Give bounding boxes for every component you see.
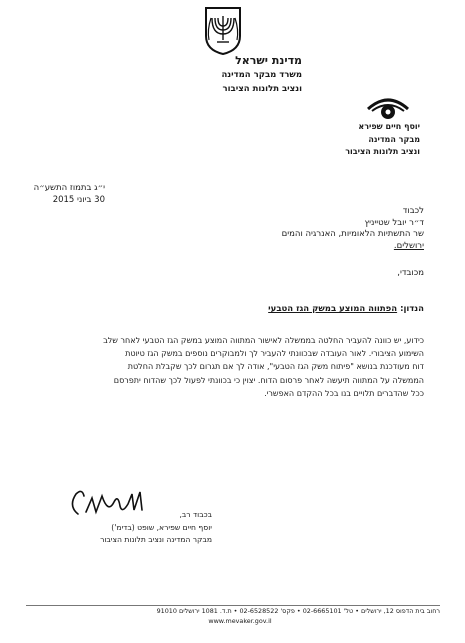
body-line: כידוע, יש כוונה להעביר החלטה בממשלה לאישור המתווה המוצע במשק הגז הטבעי לאחר שלב — [103, 336, 424, 345]
footer-website: www.mevaker.gov.il — [208, 617, 272, 625]
subject-text: הפתווה המוצע במשק הגז הטבעי — [268, 304, 398, 314]
office-line-2: ונציב תלונות הציבור — [222, 84, 302, 94]
sender-block — [300, 121, 420, 159]
recipient-prefix: לכבוד — [402, 206, 424, 216]
footer-divider — [26, 605, 440, 606]
greeting: מכובדי, — [397, 268, 424, 278]
state-name: מדינת ישראל — [235, 54, 302, 67]
signer-title: מבקר המדינה ונציב תלונות הציבור — [100, 535, 212, 544]
gregorian-date: 30 ביוני 2015 — [52, 195, 105, 205]
comptroller-eye-logo-icon — [366, 94, 410, 124]
sender-title-1: מבקר המדינה — [368, 134, 420, 144]
signature-closing: בכבוד רב, — [179, 510, 212, 519]
letterhead — [160, 54, 302, 96]
letter-body — [30, 334, 424, 400]
sender-title-2: ונציב תלונות הציבור — [345, 147, 420, 156]
state-emblem-icon — [202, 6, 244, 56]
recipient-block — [180, 206, 424, 252]
sender-name: יוסף חיים שפירא — [358, 122, 420, 131]
body-line: הממשלה על המתווה תיעשה לאחר פרסום הדוח. יצוין כי בכוונתי לפעול לכך שהדוח יתפרסם — [113, 375, 424, 385]
footer-address: רחוב בית הדפוס 12, ירושלים • טל' 02-6665101 • פקס' 02-6528522 • ת.ד. 1081 ירושלים 91010 — [156, 607, 440, 615]
signature-block — [50, 509, 212, 547]
subject-line — [120, 304, 424, 314]
recipient-name: ד״ר יובל שטייניץ — [364, 217, 424, 228]
subject-label: הנדון: — [400, 304, 424, 314]
hebrew-date: י״ג בתמוז התשע״ה — [33, 183, 105, 193]
recipient-city: ירושלים. — [393, 240, 424, 251]
recipient-title: שר התשתיות הלאומיות, האנרגיה והמים — [281, 229, 424, 239]
body-line: דוח מעודכנת בנושא "פיתוח משק הגז הטבעי", אודה לך אם תגרום לכך שקבלת החלטת — [127, 362, 424, 372]
body-line: השימוע הציבורי. לאור העובדה שבכוונתי להעביר לך ולמבוקרים נוספים במשק הגז טיוטת — [125, 349, 424, 359]
date-block — [25, 182, 105, 206]
office-line-1: משרד מבקר המדינה — [221, 70, 302, 80]
signer-name: יוסף חיים שפירא, שופט (בדימ') — [111, 522, 212, 532]
body-line: ככל שהדברים תלויים בנו בכל ההקדם האפשרי. — [264, 388, 424, 398]
